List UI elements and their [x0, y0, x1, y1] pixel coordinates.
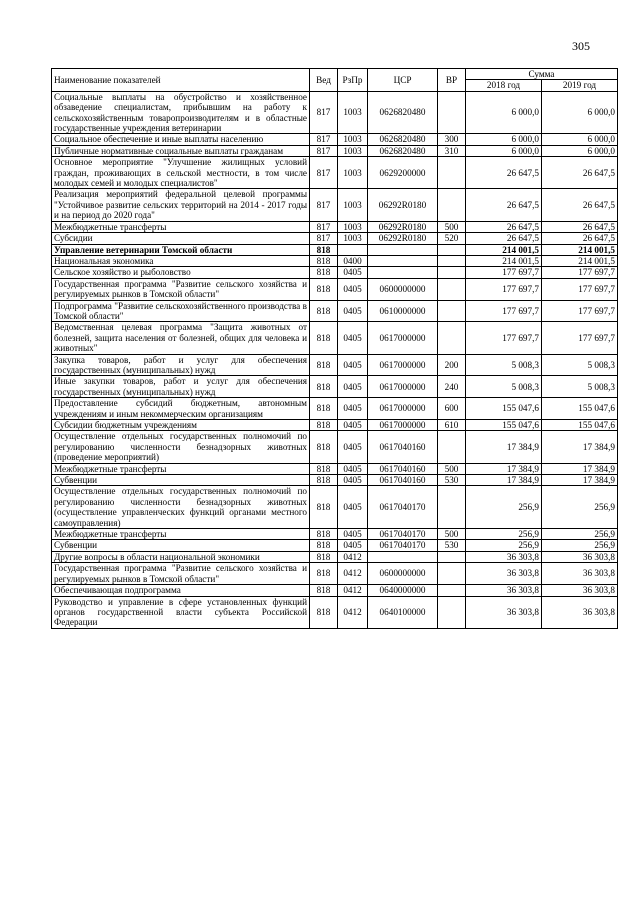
- table-row: [52, 529, 618, 540]
- row-sum-2018: 17 384,9: [466, 475, 542, 486]
- row-sum-2018: 6 000,0: [466, 91, 542, 134]
- row-name: Субвенции: [52, 475, 310, 486]
- row-ved: 817: [310, 134, 338, 145]
- row-rzpr: 0412: [338, 551, 368, 562]
- row-name: Иные закупки товаров, работ и услуг для обеспечения государственных (муниципальных) нужд: [52, 376, 310, 398]
- row-csr: 0617000000: [368, 376, 438, 398]
- row-name: Государственная программа "Развитие сельского хозяйства и регулируемых рынков в Томской области": [52, 563, 310, 585]
- row-ved: 818: [310, 278, 338, 300]
- row-vr: [438, 91, 466, 134]
- row-ved: 818: [310, 486, 338, 529]
- row-sum-2018: 256,9: [466, 529, 542, 540]
- row-sum-2019: 5 008,3: [542, 376, 618, 398]
- row-rzpr: 0405: [338, 420, 368, 431]
- row-sum-2018: 256,9: [466, 540, 542, 551]
- row-vr: 500: [438, 529, 466, 540]
- row-name: Сельское хозяйство и рыболовство: [52, 267, 310, 278]
- row-ved: 818: [310, 585, 338, 596]
- row-sum-2019: 6 000,0: [542, 134, 618, 145]
- row-csr: 0626820480: [368, 134, 438, 145]
- row-rzpr: 0405: [338, 398, 368, 420]
- row-ved: 818: [310, 551, 338, 562]
- row-sum-2019: 155 047,6: [542, 398, 618, 420]
- row-sum-2019: 5 008,3: [542, 354, 618, 376]
- table-row: [52, 486, 618, 529]
- row-sum-2018: 5 008,3: [466, 354, 542, 376]
- row-vr: [438, 551, 466, 562]
- row-sum-2019: 214 001,5: [542, 255, 618, 266]
- row-rzpr: 1003: [338, 91, 368, 134]
- row-name: Другие вопросы в области национальной экономики: [52, 551, 310, 562]
- row-name: Субсидии: [52, 233, 310, 244]
- row-ved: 818: [310, 596, 338, 628]
- row-rzpr: 1003: [338, 145, 368, 156]
- row-rzpr: 0405: [338, 540, 368, 551]
- row-name: Межбюджетные трансферты: [52, 529, 310, 540]
- budget-table: [51, 68, 618, 629]
- row-csr: 0617000000: [368, 322, 438, 354]
- row-name: Социальные выплаты на обустройство и хозяйственное обзаведение специалистам, прибывшим на работу к сельскохозяйственным товаропроизводителям и в областные государственные учреждения ветеринарии: [52, 91, 310, 134]
- row-csr: 0610000000: [368, 300, 438, 322]
- row-vr: [438, 486, 466, 529]
- row-rzpr: 1003: [338, 189, 368, 221]
- row-name: Межбюджетные трансферты: [52, 221, 310, 232]
- header-ved: Вед: [310, 69, 338, 92]
- row-vr: [438, 157, 466, 189]
- table-row: [52, 233, 618, 244]
- table-row: [52, 475, 618, 486]
- table-row: [52, 596, 618, 628]
- row-name: Управление ветеринарии Томской области: [52, 244, 310, 255]
- header-vr: ВР: [438, 69, 466, 92]
- header-name: Наименование показателей: [52, 69, 310, 92]
- row-sum-2019: 177 697,7: [542, 300, 618, 322]
- page-number: 305: [572, 39, 590, 53]
- table-row: [52, 221, 618, 232]
- row-sum-2018: 6 000,0: [466, 134, 542, 145]
- row-csr: [368, 244, 438, 255]
- row-vr: [438, 322, 466, 354]
- row-csr: [368, 267, 438, 278]
- row-sum-2018: 177 697,7: [466, 322, 542, 354]
- table-row: [52, 431, 618, 463]
- row-rzpr: 0412: [338, 563, 368, 585]
- row-vr: [438, 244, 466, 255]
- row-sum-2018: 155 047,6: [466, 398, 542, 420]
- table-row: [52, 255, 618, 266]
- row-sum-2019: 26 647,5: [542, 221, 618, 232]
- row-rzpr: 0405: [338, 431, 368, 463]
- row-sum-2019: 17 384,9: [542, 463, 618, 474]
- row-sum-2019: 155 047,6: [542, 420, 618, 431]
- row-name: Межбюджетные трансферты: [52, 463, 310, 474]
- row-sum-2018: 256,9: [466, 486, 542, 529]
- row-vr: 240: [438, 376, 466, 398]
- row-vr: [438, 278, 466, 300]
- row-ved: 817: [310, 145, 338, 156]
- row-csr: 0640000000: [368, 585, 438, 596]
- table-body: [52, 91, 618, 628]
- row-sum-2019: 214 001,5: [542, 244, 618, 255]
- row-ved: 818: [310, 398, 338, 420]
- row-ved: 818: [310, 354, 338, 376]
- table-row: [52, 145, 618, 156]
- row-name: Руководство и управление в сфере установленных функций органов государственной власти субъекта Российской Федерации: [52, 596, 310, 628]
- row-name: Субсидии бюджетным учреждениям: [52, 420, 310, 431]
- row-sum-2019: 256,9: [542, 540, 618, 551]
- table-row: [52, 376, 618, 398]
- row-csr: 0600000000: [368, 278, 438, 300]
- row-csr: 0629200000: [368, 157, 438, 189]
- row-sum-2018: 155 047,6: [466, 420, 542, 431]
- table-row: [52, 91, 618, 134]
- row-vr: [438, 255, 466, 266]
- row-sum-2019: 177 697,7: [542, 322, 618, 354]
- row-sum-2018: 26 647,5: [466, 189, 542, 221]
- row-rzpr: 0405: [338, 475, 368, 486]
- row-vr: [438, 267, 466, 278]
- row-sum-2018: 177 697,7: [466, 267, 542, 278]
- row-ved: 818: [310, 267, 338, 278]
- row-sum-2019: 36 303,8: [542, 596, 618, 628]
- header-2018: 2018 год: [466, 80, 542, 91]
- row-csr: 0617000000: [368, 420, 438, 431]
- row-name: Социальное обеспечение и иные выплаты населению: [52, 134, 310, 145]
- row-rzpr: 0405: [338, 463, 368, 474]
- row-csr: 0617040160: [368, 431, 438, 463]
- row-vr: 500: [438, 221, 466, 232]
- row-vr: 600: [438, 398, 466, 420]
- row-rzpr: 0405: [338, 376, 368, 398]
- row-sum-2018: 36 303,8: [466, 585, 542, 596]
- table-row: [52, 551, 618, 562]
- row-name: Осуществление отдельных государственных полномочий по регулированию численности безнадзорных животных (проведение мероприятий): [52, 431, 310, 463]
- row-vr: 500: [438, 463, 466, 474]
- row-rzpr: 0405: [338, 322, 368, 354]
- table-row: [52, 540, 618, 551]
- row-name: Государственная программа "Развитие сельского хозяйства и регулируемых рынков в Томской области": [52, 278, 310, 300]
- row-csr: 0617040160: [368, 463, 438, 474]
- row-csr: [368, 551, 438, 562]
- row-sum-2019: 6 000,0: [542, 145, 618, 156]
- row-name: Реализация мероприятий федеральной целевой программы "Устойчивое развитие сельских территорий на 2014 - 2017 годы и на период до 2020 года": [52, 189, 310, 221]
- row-sum-2018: 17 384,9: [466, 463, 542, 474]
- row-csr: 06292R0180: [368, 233, 438, 244]
- row-ved: 817: [310, 157, 338, 189]
- table-row: [52, 585, 618, 596]
- row-csr: 0600000000: [368, 563, 438, 585]
- row-rzpr: 0405: [338, 267, 368, 278]
- row-rzpr: 0412: [338, 596, 368, 628]
- row-vr: 310: [438, 145, 466, 156]
- row-ved: 818: [310, 322, 338, 354]
- row-ved: 818: [310, 300, 338, 322]
- row-ved: 817: [310, 91, 338, 134]
- header-csr: ЦСР: [368, 69, 438, 92]
- header-rzpr: РзПр: [338, 69, 368, 92]
- row-ved: 818: [310, 529, 338, 540]
- row-ved: 818: [310, 463, 338, 474]
- row-vr: 520: [438, 233, 466, 244]
- row-vr: 610: [438, 420, 466, 431]
- row-name: Субвенции: [52, 540, 310, 551]
- row-ved: 817: [310, 221, 338, 232]
- row-sum-2019: 26 647,5: [542, 189, 618, 221]
- row-rzpr: [338, 244, 368, 255]
- row-csr: 06292R0180: [368, 221, 438, 232]
- row-ved: 818: [310, 475, 338, 486]
- row-rzpr: 0405: [338, 486, 368, 529]
- row-rzpr: 0400: [338, 255, 368, 266]
- row-ved: 818: [310, 255, 338, 266]
- row-rzpr: 0405: [338, 354, 368, 376]
- row-vr: [438, 563, 466, 585]
- row-rzpr: 1003: [338, 233, 368, 244]
- table-row: [52, 463, 618, 474]
- row-name: Национальная экономика: [52, 255, 310, 266]
- row-csr: 0617000000: [368, 354, 438, 376]
- table-row: [52, 267, 618, 278]
- row-sum-2019: 36 303,8: [542, 563, 618, 585]
- row-csr: 0617040170: [368, 486, 438, 529]
- row-ved: 817: [310, 233, 338, 244]
- row-csr: 0617040170: [368, 529, 438, 540]
- row-name: Закупка товаров, работ и услуг для обеспечения государственных (муниципальных) нужд: [52, 354, 310, 376]
- row-sum-2018: 6 000,0: [466, 145, 542, 156]
- row-name: Ведомственная целевая программа "Защита животных от болезней, защита населения от болезней, общих для человека и животных": [52, 322, 310, 354]
- row-sum-2019: 36 303,8: [542, 585, 618, 596]
- row-sum-2018: 36 303,8: [466, 563, 542, 585]
- row-vr: [438, 585, 466, 596]
- row-sum-2018: 177 697,7: [466, 278, 542, 300]
- row-csr: 0640100000: [368, 596, 438, 628]
- row-csr: 0626820480: [368, 91, 438, 134]
- table-row: [52, 420, 618, 431]
- row-name: Публичные нормативные социальные выплаты гражданам: [52, 145, 310, 156]
- row-ved: 818: [310, 431, 338, 463]
- row-sum-2018: 26 647,5: [466, 221, 542, 232]
- table-row: [52, 354, 618, 376]
- row-sum-2018: 214 001,5: [466, 255, 542, 266]
- row-name: Основное мероприятие "Улучшение жилищных условий граждан, проживающих в сельской местности, в том числе молодых семей и молодых специалистов": [52, 157, 310, 189]
- table-row: [52, 189, 618, 221]
- row-sum-2019: 256,9: [542, 486, 618, 529]
- table-row: [52, 157, 618, 189]
- row-name: Предоставление субсидий бюджетным, автономным учреждениям и иным некоммерческим организациям: [52, 398, 310, 420]
- row-sum-2019: 177 697,7: [542, 278, 618, 300]
- row-sum-2019: 6 000,0: [542, 91, 618, 134]
- row-sum-2018: 177 697,7: [466, 300, 542, 322]
- row-vr: [438, 189, 466, 221]
- row-name: Подпрограмма "Развитие сельскохозяйственного производства в Томской области": [52, 300, 310, 322]
- table-row: [52, 322, 618, 354]
- row-csr: 0617040160: [368, 475, 438, 486]
- row-sum-2018: 26 647,5: [466, 233, 542, 244]
- row-csr: 0626820480: [368, 145, 438, 156]
- row-sum-2018: 5 008,3: [466, 376, 542, 398]
- row-rzpr: 0405: [338, 278, 368, 300]
- table-row: [52, 134, 618, 145]
- row-sum-2019: 26 647,5: [542, 157, 618, 189]
- row-ved: 818: [310, 563, 338, 585]
- row-rzpr: 0412: [338, 585, 368, 596]
- row-name: Осуществление отдельных государственных полномочий по регулированию численности безнадзорных животных (осуществление управленческих функций органами местного самоуправления): [52, 486, 310, 529]
- row-ved: 818: [310, 376, 338, 398]
- row-rzpr: 0405: [338, 300, 368, 322]
- row-vr: 200: [438, 354, 466, 376]
- row-sum-2018: 26 647,5: [466, 157, 542, 189]
- row-csr: 06292R0180: [368, 189, 438, 221]
- row-sum-2019: 26 647,5: [542, 233, 618, 244]
- row-rzpr: 1003: [338, 134, 368, 145]
- row-csr: 0617000000: [368, 398, 438, 420]
- table-row: [52, 563, 618, 585]
- row-rzpr: 0405: [338, 529, 368, 540]
- row-sum-2018: 36 303,8: [466, 596, 542, 628]
- row-name: Обеспечивающая подпрограмма: [52, 585, 310, 596]
- row-csr: [368, 255, 438, 266]
- row-sum-2019: 256,9: [542, 529, 618, 540]
- row-vr: [438, 300, 466, 322]
- row-sum-2018: 36 303,8: [466, 551, 542, 562]
- row-vr: 300: [438, 134, 466, 145]
- row-ved: 818: [310, 420, 338, 431]
- row-rzpr: 1003: [338, 221, 368, 232]
- row-ved: 817: [310, 189, 338, 221]
- row-sum-2018: 17 384,9: [466, 431, 542, 463]
- row-vr: [438, 596, 466, 628]
- row-csr: 0617040170: [368, 540, 438, 551]
- row-vr: [438, 431, 466, 463]
- table-row: [52, 300, 618, 322]
- row-ved: 818: [310, 244, 338, 255]
- row-sum-2019: 17 384,9: [542, 475, 618, 486]
- table-row: [52, 278, 618, 300]
- row-rzpr: 1003: [338, 157, 368, 189]
- row-sum-2019: 17 384,9: [542, 431, 618, 463]
- row-ved: 818: [310, 540, 338, 551]
- table-row: [52, 244, 618, 255]
- row-vr: 530: [438, 540, 466, 551]
- table-row: [52, 398, 618, 420]
- row-vr: 530: [438, 475, 466, 486]
- row-sum-2019: 36 303,8: [542, 551, 618, 562]
- row-sum-2019: 177 697,7: [542, 267, 618, 278]
- row-sum-2018: 214 001,5: [466, 244, 542, 255]
- header-sum: Сумма: [466, 69, 618, 80]
- header-2019: 2019 год: [542, 80, 618, 91]
